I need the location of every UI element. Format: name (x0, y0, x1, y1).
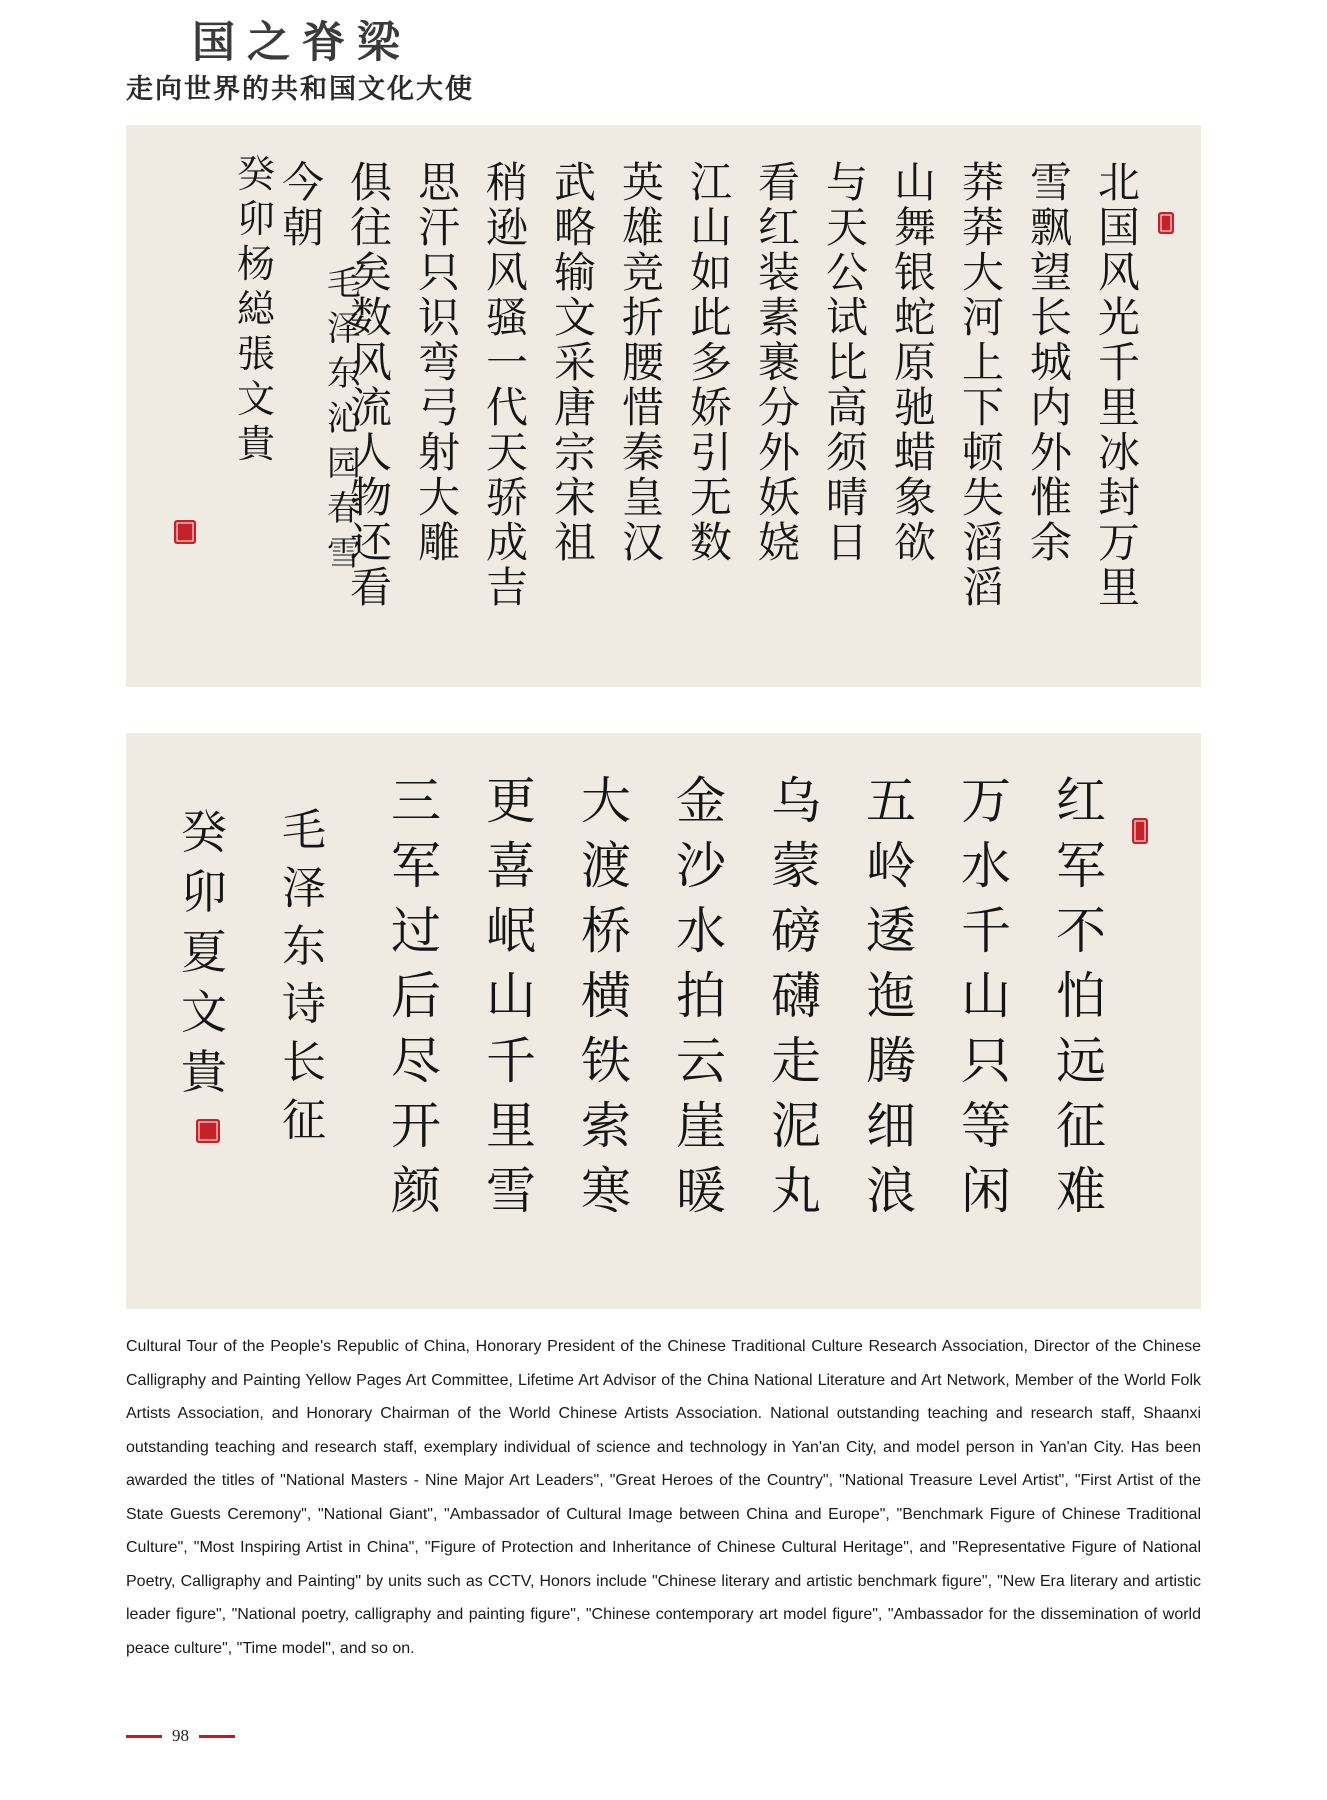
calligraphy-attribution: 毛泽东诗长征 (282, 805, 326, 1146)
calligraphy-column: 万水千山只等闲 (961, 772, 1011, 1220)
calligraphy-column: 看红装素裹分外妖娆 (757, 158, 801, 567)
seal-stamp (1132, 818, 1148, 844)
seal-stamp (174, 520, 196, 544)
calligraphy-column: 乌蒙磅礴走泥丸 (771, 772, 821, 1220)
page-number-rule-right (199, 1735, 235, 1738)
page-number (126, 1726, 235, 1746)
calligraphy-column: 金沙水拍云崖暖 (676, 772, 726, 1220)
calligraphy-column: 今朝 (281, 158, 325, 252)
calligraphy-column: 红军不怕远征难 (1056, 772, 1106, 1220)
calligraphy-column: 俱往矣数风流人物还看 (349, 158, 393, 612)
calligraphy-column: 北国风光千里冰封万里 (1097, 158, 1141, 612)
calligraphy-artwork-changzheng (126, 733, 1201, 1309)
calligraphy-column: 武略输文采唐宗宋祖 (553, 158, 597, 567)
calligraphy-column: 英雄竞折腰惜秦皇汉 (621, 158, 665, 567)
calligraphy-artwork-qinyuanchun (126, 125, 1201, 687)
calligraphy-column: 山舞银蛇原驰蜡象欲 (893, 158, 937, 567)
calligraphy-attribution: 毛泽东沁园春雪 (327, 264, 361, 574)
calligraphy-column: 大渡桥横铁索寒 (581, 772, 631, 1220)
calligraphy-signature: 癸卯夏文貴 (181, 805, 227, 1099)
calligraphy-column: 稍逊风骚一代天骄成吉 (485, 158, 529, 612)
calligraphy-column: 雪飘望长城内外惟余 (1029, 158, 1073, 567)
seal-stamp (196, 1119, 220, 1143)
calligraphy-column: 与天公试比高须晴日 (825, 158, 869, 567)
calligraphy-signature: 癸卯杨縂張文貴 (236, 152, 276, 466)
page-number-text: 98 (172, 1726, 189, 1745)
calligraphy-column: 五岭逶迤腾细浪 (866, 772, 916, 1220)
page-number-rule-left (126, 1735, 162, 1738)
calligraphy-column: 三军过后尽开颜 (391, 772, 441, 1220)
page-title: 国之脊梁 (192, 18, 412, 68)
artist-biography: Cultural Tour of the People's Republic of China, Honorary President of the Chinese Traditional Culture Research Association, Director of the Chinese Calligraphy and Painting Yellow Pages Art Committee, Lifetime Art Advisor of the China National Literature and Art Network, Member of the World Folk Artists Association, and Honorary Chairman of the World Chinese Artists Association. National outstanding teaching and research staff, Shaanxi outstanding teaching and research staff, exemplary individual of science and technology in Yan'an City, and model person in Yan'an City. Has been awarded the titles of "National Masters - Nine Major Art Leaders", "Great Heroes of the Country", "National Treasure Level Artist", "First Artist of the State Guests Ceremony", "National Giant", "Ambassador of Cultural Image between China and Europe", "Benchmark Figure of Chinese Traditional Culture", "Most Inspiring Artist in China", "Figure of Protection and Inheritance of Chinese Cultural Heritage", and "Representative Figure of National Poetry, Calligraphy and Painting" by units such as CCTV, Honors include "Chinese literary and artistic benchmark figure", "New Era literary and artistic leader figure", "National poetry, calligraphy and painting figure", "Chinese contemporary art model figure", "Ambassador for the dissemination of world peace culture", "Time model", and so on. (126, 1338, 1201, 1657)
calligraphy-column: 思汗只识弯弓射大雕 (417, 158, 461, 567)
calligraphy-column: 莽莽大河上下顿失滔滔 (961, 158, 1005, 612)
seal-stamp (1158, 212, 1174, 234)
calligraphy-column: 更喜岷山千里雪 (486, 772, 536, 1220)
calligraphy-column: 江山如此多娇引无数 (689, 158, 733, 567)
page-subtitle: 走向世界的共和国文化大使 (126, 74, 474, 105)
